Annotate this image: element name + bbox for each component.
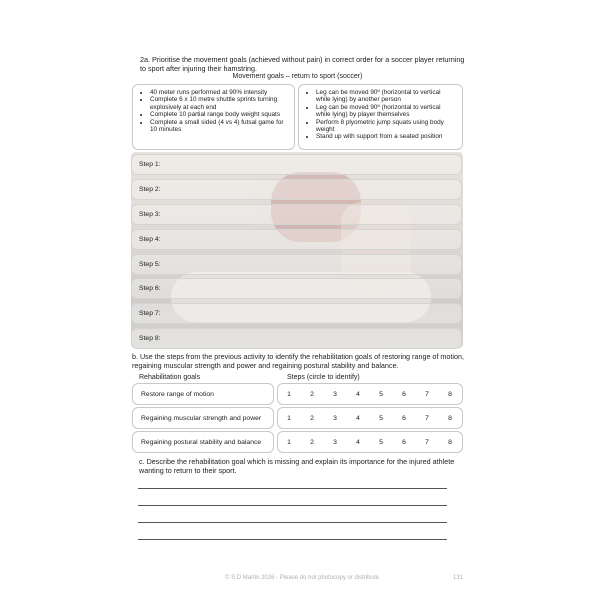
step-number[interactable]: 2 bbox=[310, 439, 314, 446]
movement-goals-left-box bbox=[132, 84, 295, 150]
step-number[interactable]: 8 bbox=[448, 415, 452, 422]
question-b: b. Use the steps from the previous activity to identify the rehabilitation goals of restoring range of motion, regaining muscular strength and power and regaining postural stability and balance. bbox=[132, 352, 464, 370]
answer-line[interactable] bbox=[138, 522, 447, 523]
step-field-2[interactable] bbox=[131, 179, 462, 200]
rehab-goal-box bbox=[132, 407, 274, 429]
page-number: 131 bbox=[453, 575, 464, 581]
step-label: Step 3: bbox=[139, 211, 161, 218]
step-label: Step 8: bbox=[139, 335, 161, 342]
step-number[interactable]: 1 bbox=[287, 415, 291, 422]
step-field-5[interactable] bbox=[131, 254, 462, 275]
rehab-goal-label: Restore range of motion bbox=[141, 391, 214, 398]
step-number[interactable]: 7 bbox=[425, 439, 429, 446]
goal-item: • Stand up with support from a seated position bbox=[316, 133, 456, 140]
step-field-6[interactable] bbox=[131, 278, 462, 299]
goal-item: • Leg can be moved 90º (horizontal to vertical while lying) by another person bbox=[316, 89, 456, 104]
step-label: Step 5: bbox=[139, 261, 161, 268]
step-number[interactable]: 4 bbox=[356, 391, 360, 398]
question-2a: 2a. Prioritise the movement goals (achieved without pain) in correct order for a soccer player returning to sport after injuring their hamstring. bbox=[140, 55, 465, 73]
step-label: Step 7: bbox=[139, 310, 161, 317]
rehab-goals-header: Rehabilitation goals bbox=[139, 374, 201, 381]
goal-item: • Leg can be moved 90º (horizontal to vertical while lying) by player themselves bbox=[316, 104, 456, 119]
step-number[interactable]: 6 bbox=[402, 415, 406, 422]
step-number[interactable]: 3 bbox=[333, 391, 337, 398]
step-number[interactable]: 1 bbox=[287, 391, 291, 398]
step-field-4[interactable] bbox=[131, 229, 462, 250]
step-label: Step 1: bbox=[139, 161, 161, 168]
step-number[interactable]: 8 bbox=[448, 391, 452, 398]
step-number[interactable]: 3 bbox=[333, 415, 337, 422]
step-number[interactable]: 6 bbox=[402, 439, 406, 446]
step-number[interactable]: 4 bbox=[356, 415, 360, 422]
step-field-7[interactable] bbox=[131, 303, 462, 324]
steps-circle-row bbox=[277, 407, 463, 429]
step-label: Step 4: bbox=[139, 236, 161, 243]
copyright-footer: © S D Martin 2026 - Please do not photocopy or distribute bbox=[225, 575, 379, 581]
step-field-1[interactable] bbox=[131, 154, 462, 175]
step-label: Step 2: bbox=[139, 186, 161, 193]
goal-item: • Complete 10 partial range body weight squats bbox=[150, 111, 288, 118]
step-number[interactable]: 2 bbox=[310, 415, 314, 422]
rehab-goal-label: Regaining muscular strength and power bbox=[141, 415, 262, 422]
step-number[interactable]: 2 bbox=[310, 391, 314, 398]
answer-line[interactable] bbox=[138, 539, 447, 540]
step-number[interactable]: 5 bbox=[379, 415, 383, 422]
rehab-goal-label: Regaining postural stability and balance bbox=[141, 439, 262, 446]
goal-item: • 40 meter runs performed at 90% intensity bbox=[150, 89, 288, 96]
step-number[interactable]: 1 bbox=[287, 439, 291, 446]
step-field-8[interactable] bbox=[131, 328, 462, 349]
steps-circle-row bbox=[277, 383, 463, 405]
step-field-3[interactable] bbox=[131, 204, 462, 225]
steps-header: Steps (circle to identify) bbox=[287, 374, 360, 381]
step-label: Step 6: bbox=[139, 285, 161, 292]
movement-goals-right-box bbox=[298, 84, 463, 150]
goal-item: • Complete a small sided (4 vs 4) futsal game for 10 minutes bbox=[150, 119, 288, 134]
step-number[interactable]: 3 bbox=[333, 439, 337, 446]
goal-item: • Perform 8 plyometric jump squats using body weight bbox=[316, 119, 456, 134]
step-number[interactable]: 6 bbox=[402, 391, 406, 398]
answer-line[interactable] bbox=[138, 488, 447, 489]
rehab-goal-box bbox=[132, 431, 274, 453]
rehab-goal-box bbox=[132, 383, 274, 405]
step-number[interactable]: 7 bbox=[425, 415, 429, 422]
step-number[interactable]: 5 bbox=[379, 439, 383, 446]
answer-line[interactable] bbox=[138, 505, 447, 506]
question-c: c. Describe the rehabilitation goal which is missing and explain its importance for the injured athlete wanting to return to their sport. bbox=[139, 457, 455, 475]
step-number[interactable]: 8 bbox=[448, 439, 452, 446]
step-number[interactable]: 4 bbox=[356, 439, 360, 446]
steps-circle-row bbox=[277, 431, 463, 453]
movement-goals-title: Movement goals – return to sport (soccer) bbox=[232, 73, 363, 80]
goal-item: • Complete 6 x 10 metre shuttle sprints turning explosively at each end bbox=[150, 96, 288, 111]
step-number[interactable]: 7 bbox=[425, 391, 429, 398]
step-number[interactable]: 5 bbox=[379, 391, 383, 398]
